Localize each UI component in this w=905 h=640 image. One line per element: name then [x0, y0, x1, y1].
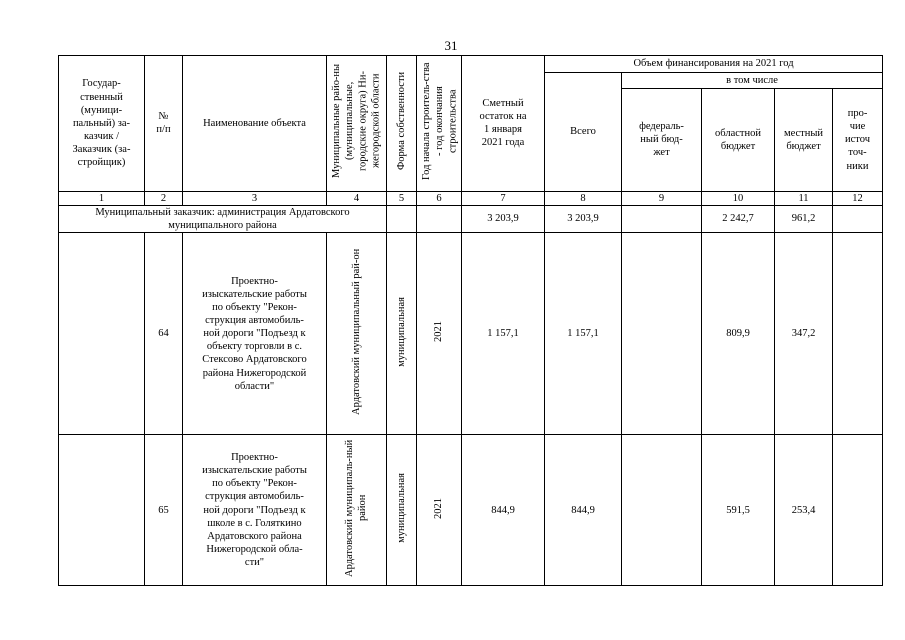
row-district: Ардатовский муниципаль-ный район — [327, 435, 387, 586]
header-including: в том числе — [622, 73, 883, 89]
row-total: 844,9 — [545, 435, 622, 586]
summary-regional: 2 242,7 — [702, 205, 775, 232]
header-other: про- чие источ точ- ники — [833, 89, 883, 192]
column-number: 2 — [145, 191, 183, 205]
header-years: Год начала строитель-ства - год окончания строительства — [417, 56, 462, 192]
summary-balance: 3 203,9 — [462, 205, 545, 232]
header-district: Муниципальные райо-ны (муниципальные, городские округа) Ни-жегородской области — [327, 56, 387, 192]
row-object-name: Проектно- изыскательские работы по объекту "Рекон- струкция автомобиль- ной дороги "Подъезд к объекту торговли в с. Стексово Ардатовского района Нижегородской области" — [183, 233, 327, 435]
row-other — [833, 435, 883, 586]
header-balance: Сметный остаток на 1 января 2021 года — [462, 56, 545, 192]
row-balance: 844,9 — [462, 435, 545, 586]
header-ownership: Форма собственности — [387, 56, 417, 192]
column-number: 1 — [59, 191, 145, 205]
summary-total: 3 203,9 — [545, 205, 622, 232]
row-object-name: Проектно- изыскательские работы по объекту "Рекон- струкция автомобиль- ной дороги "Подъезд к школе в с. Голяткино Ардатовского района Нижегородской обла- сти" — [183, 435, 327, 586]
row-local: 253,4 — [775, 435, 833, 586]
column-number: 4 — [327, 191, 387, 205]
column-number: 5 — [387, 191, 417, 205]
page-number: 31 — [444, 38, 458, 53]
column-number: 6 — [417, 191, 462, 205]
row-federal — [622, 435, 702, 586]
column-number-row — [59, 191, 883, 205]
column-number: 11 — [775, 191, 833, 205]
funding-table — [58, 55, 883, 586]
row-customer — [59, 233, 145, 435]
summary-row — [59, 205, 883, 232]
header-federal: федераль- ный бюд- жет — [622, 89, 702, 192]
row-years: 2021 — [417, 435, 462, 586]
summary-ownership — [387, 205, 417, 232]
row-customer — [59, 435, 145, 586]
row-federal — [622, 233, 702, 435]
row-years: 2021 — [417, 233, 462, 435]
column-number: 3 — [183, 191, 327, 205]
summary-federal — [622, 205, 702, 232]
row-balance: 1 157,1 — [462, 233, 545, 435]
header-funding-group: Объем финансирования на 2021 год — [545, 56, 883, 73]
table-row — [59, 233, 883, 435]
summary-other — [833, 205, 883, 232]
summary-customer: Муниципальный заказчик: администрация Ардатовского муниципального района — [59, 205, 387, 232]
header-number: № п/п — [145, 56, 183, 192]
row-district: Ардатовский муниципальный рай-он — [327, 233, 387, 435]
table-row — [59, 435, 883, 586]
header-regional: областной бюджет — [702, 89, 775, 192]
row-number: 65 — [145, 435, 183, 586]
row-ownership: муниципальная — [387, 435, 417, 586]
column-number: 7 — [462, 191, 545, 205]
row-regional: 591,5 — [702, 435, 775, 586]
row-regional: 809,9 — [702, 233, 775, 435]
header-local: местный бюджет — [775, 89, 833, 192]
column-number: 8 — [545, 191, 622, 205]
row-ownership: муниципальная — [387, 233, 417, 435]
row-total: 1 157,1 — [545, 233, 622, 435]
column-number: 10 — [702, 191, 775, 205]
header-customer: Государ- ственный (муници- пальный) за- казчик / Заказчик (за- стройщик) — [59, 56, 145, 192]
row-number: 64 — [145, 233, 183, 435]
row-other — [833, 233, 883, 435]
header-total: Всего — [545, 73, 622, 192]
column-number: 9 — [622, 191, 702, 205]
column-number: 12 — [833, 191, 883, 205]
row-local: 347,2 — [775, 233, 833, 435]
summary-local: 961,2 — [775, 205, 833, 232]
header-object-name: Наименование объекта — [183, 56, 327, 192]
summary-years — [417, 205, 462, 232]
